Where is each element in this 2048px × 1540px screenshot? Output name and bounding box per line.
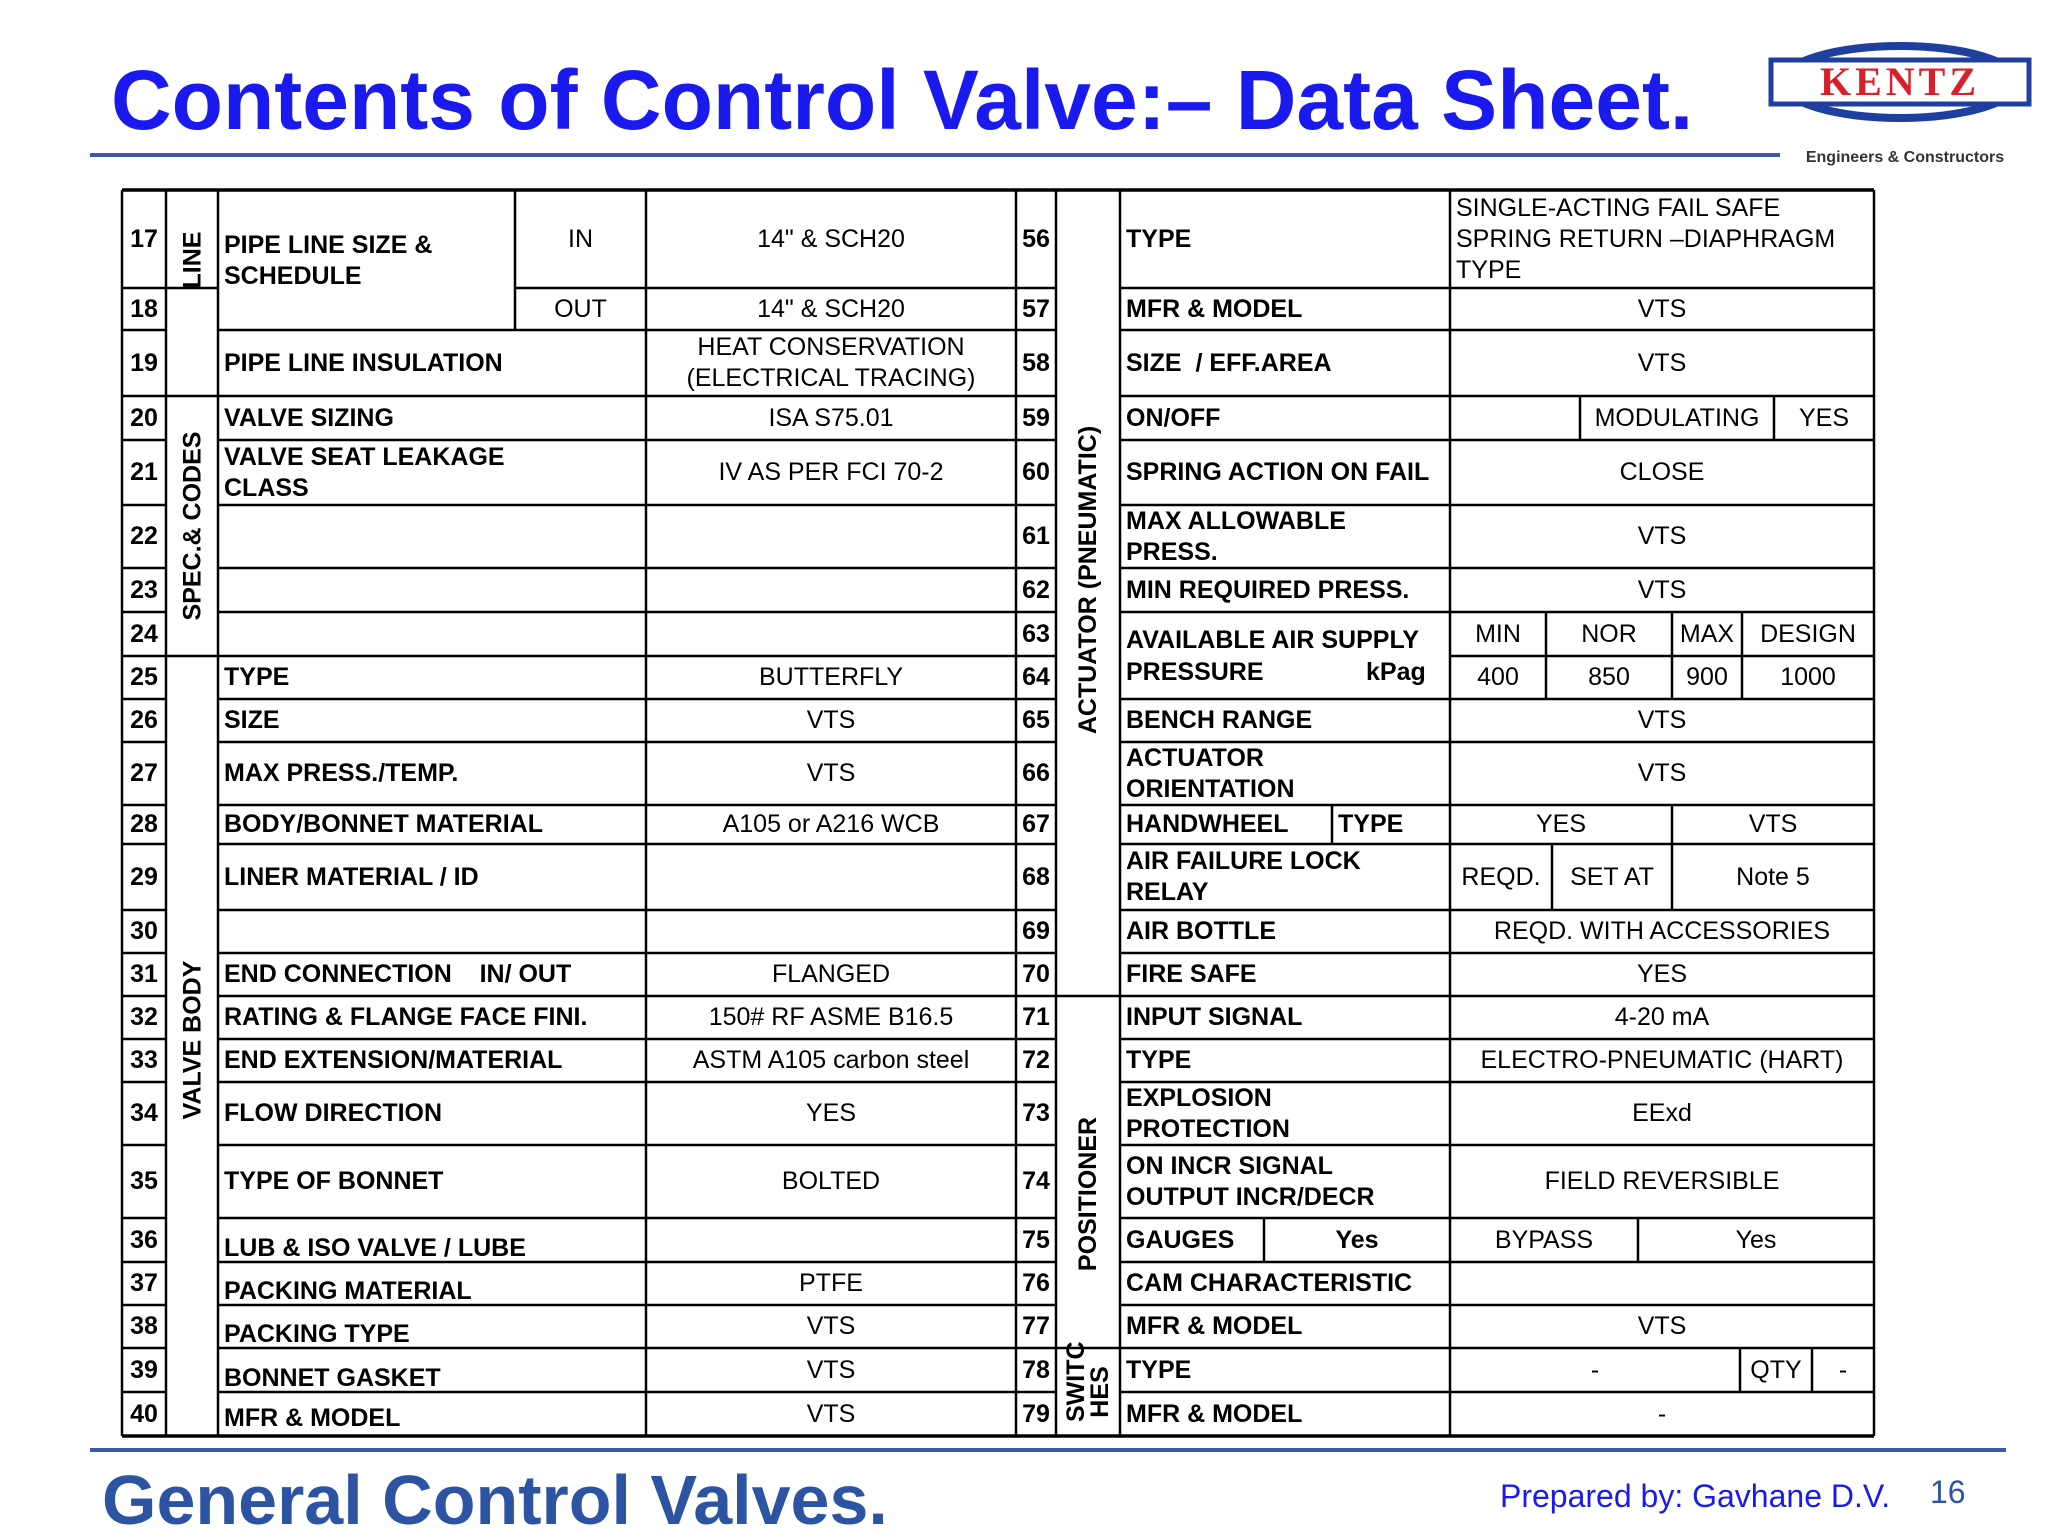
row-label: SIZE xyxy=(224,706,280,734)
row-label: HANDWHEEL xyxy=(1126,810,1289,838)
row-number: 28 xyxy=(130,810,158,838)
row-number: 17 xyxy=(130,224,158,253)
row-number: 27 xyxy=(130,759,158,787)
row-value: VTS xyxy=(1637,759,1687,787)
row-label: RATING & FLANGE FACE FINI. xyxy=(224,1003,588,1031)
row-value: 150# RF ASME B16.5 xyxy=(708,1003,954,1031)
row-label: GAUGES xyxy=(1126,1225,1235,1254)
row-number: 59 xyxy=(1022,403,1050,432)
row-number: 40 xyxy=(130,1399,158,1428)
row-label: INPUT SIGNAL xyxy=(1126,1003,1303,1031)
air-supply-design: 1000 xyxy=(1780,663,1836,691)
row-number: 74 xyxy=(1022,1167,1050,1195)
relay-reqd: REQD. xyxy=(1461,862,1541,891)
handwheel-value: YES xyxy=(1535,810,1587,838)
row-label: PIPE LINE SIZE & SCHEDULE xyxy=(224,231,433,290)
row-label: PIPE LINE INSULATION xyxy=(224,348,503,377)
row-number: 71 xyxy=(1022,1003,1050,1031)
row-value: A105 or A216 WCB xyxy=(722,810,940,838)
row-value: IV AS PER FCI 70-2 xyxy=(718,458,944,486)
row-number: 23 xyxy=(130,575,158,604)
section-valve-body-label: VALVE BODY xyxy=(178,960,207,1120)
row-number: 60 xyxy=(1022,458,1050,486)
row-value: - xyxy=(1657,1399,1667,1428)
row-number: 30 xyxy=(130,917,158,945)
row-label: TYPE xyxy=(224,663,290,691)
air-supply-header-design: DESIGN xyxy=(1760,619,1856,648)
row-label: MFR & MODEL xyxy=(1126,294,1303,323)
row-number: 31 xyxy=(130,960,158,988)
handwheel-type-label: TYPE xyxy=(1338,810,1404,838)
row-value: 14" & SCH20 xyxy=(757,224,905,253)
row-number: 77 xyxy=(1022,1312,1050,1340)
row-value: 14" & SCH20 xyxy=(757,294,905,323)
row-number: 39 xyxy=(130,1355,158,1384)
row-number: 72 xyxy=(1022,1046,1050,1074)
row-label: MFR & MODEL xyxy=(224,1403,401,1432)
row-number: 67 xyxy=(1022,810,1050,838)
air-supply-unit: kPag xyxy=(1366,657,1426,686)
row-number: 20 xyxy=(130,403,158,432)
row-value: ISA S75.01 xyxy=(768,403,894,432)
section-positioner-label: POSITIONER xyxy=(1074,1116,1102,1271)
modulating-value: YES xyxy=(1798,403,1850,432)
row-label: TYPE xyxy=(1126,224,1192,253)
modulating-label: MODULATING xyxy=(1594,403,1760,432)
row-label: MIN REQUIRED PRESS. xyxy=(1126,575,1410,604)
air-supply-min: 400 xyxy=(1477,663,1519,691)
row-label: BENCH RANGE xyxy=(1126,706,1313,734)
row-number: 38 xyxy=(130,1312,158,1340)
row-value: PTFE xyxy=(799,1269,863,1297)
row-label: END CONNECTION IN/ OUT xyxy=(224,960,572,988)
row-number: 21 xyxy=(130,458,158,486)
logo-brand: KENTZ xyxy=(1819,59,1981,104)
row-label: TYPE OF BONNET xyxy=(224,1167,444,1195)
row-number: 22 xyxy=(130,522,158,550)
footer-title: General Control Valves. xyxy=(102,1461,888,1539)
row-label: SPRING ACTION ON FAIL xyxy=(1126,458,1430,486)
row-label: ON INCR SIGNAL OUTPUT INCR/DECR xyxy=(1126,1151,1375,1211)
relay-set-at: SET AT xyxy=(1570,862,1654,891)
row-label: FIRE SAFE xyxy=(1126,960,1257,988)
section-line-label: LINE xyxy=(178,231,207,289)
row-label: PACKING MATERIAL xyxy=(224,1277,472,1305)
row-number: 63 xyxy=(1022,619,1050,648)
row-value: VTS xyxy=(806,706,856,734)
row-number: 68 xyxy=(1022,862,1050,891)
row-number: 79 xyxy=(1022,1399,1050,1428)
handwheel-type-value: VTS xyxy=(1748,810,1798,838)
row-label: BONNET GASKET xyxy=(224,1363,441,1392)
row-value: VTS xyxy=(1637,522,1687,550)
row-number: 73 xyxy=(1022,1099,1050,1127)
row-number: 78 xyxy=(1022,1355,1050,1384)
row-value: EExd xyxy=(1632,1099,1692,1127)
row-value: - xyxy=(1590,1355,1600,1384)
row-value: BOLTED xyxy=(781,1167,881,1195)
row-value: YES xyxy=(1636,960,1688,988)
row-number: 58 xyxy=(1022,348,1050,377)
row-number: 18 xyxy=(130,294,158,323)
row-value: VTS xyxy=(1637,1312,1687,1340)
row-label: TYPE xyxy=(1126,1355,1192,1384)
gauges-value: Yes xyxy=(1335,1225,1379,1254)
row-value: CLOSE xyxy=(1619,458,1705,486)
row-number: 57 xyxy=(1022,294,1050,323)
row-label: ON/OFF xyxy=(1126,403,1221,432)
row-value: VTS xyxy=(806,1312,856,1340)
row-label: AIR FAILURE LOCK RELAY xyxy=(1126,847,1361,906)
row-number: 64 xyxy=(1022,663,1050,691)
row-number: 29 xyxy=(130,862,158,891)
logo-tagline: Engineers & Constructors xyxy=(1805,149,2005,166)
row-number: 69 xyxy=(1022,917,1050,945)
row-number: 61 xyxy=(1022,522,1050,550)
row-number: 35 xyxy=(130,1167,158,1195)
row-value: VTS xyxy=(806,759,856,787)
row-number: 56 xyxy=(1022,224,1050,253)
row-label: MAX PRESS./TEMP. xyxy=(224,759,459,787)
section-spec-codes-label: SPEC.& CODES xyxy=(178,431,206,621)
row-value: VTS xyxy=(1637,294,1687,323)
row-value: VTS xyxy=(1637,575,1687,604)
row-label: SIZE / EFF.AREA xyxy=(1126,348,1332,377)
bypass-value: Yes xyxy=(1735,1225,1777,1254)
row-sub: OUT xyxy=(554,294,607,323)
row-number: 75 xyxy=(1022,1225,1050,1254)
row-value: VTS xyxy=(806,1355,856,1384)
row-label: BODY/BONNET MATERIAL xyxy=(224,810,543,838)
air-supply-label: AVAILABLE AIR SUPPLY xyxy=(1126,625,1420,654)
air-supply-header-nor: NOR xyxy=(1581,619,1637,648)
row-value: VTS xyxy=(1637,706,1687,734)
section-switches-label: SWITC HES xyxy=(1062,1341,1114,1422)
row-label: EXPLOSION PROTECTION xyxy=(1126,1083,1290,1143)
air-supply-pressure-label: PRESSURE xyxy=(1126,657,1264,686)
section-actuator-label: ACTUATOR (PNEUMATIC) xyxy=(1074,425,1102,735)
row-label: VALVE SEAT LEAKAGE CLASS xyxy=(224,442,505,502)
row-label: PACKING TYPE xyxy=(224,1320,410,1348)
row-number: 19 xyxy=(130,348,158,377)
row-label: TYPE xyxy=(1126,1046,1192,1074)
row-number: 70 xyxy=(1022,960,1050,988)
row-label: MAX ALLOWABLE PRESS. xyxy=(1126,506,1346,566)
row-value: BUTTERFLY xyxy=(759,663,903,691)
row-label: END EXTENSION/MATERIAL xyxy=(224,1046,563,1074)
row-number: 36 xyxy=(130,1225,158,1254)
row-label: ACTUATOR ORIENTATION xyxy=(1126,743,1295,803)
relay-note: Note 5 xyxy=(1736,862,1810,891)
prepared-by: Prepared by: Gavhane D.V. xyxy=(1500,1478,1891,1514)
row-label: FLOW DIRECTION xyxy=(224,1099,443,1127)
row-number: 76 xyxy=(1022,1269,1050,1297)
row-label: AIR BOTTLE xyxy=(1126,917,1276,945)
air-supply-header-max: MAX xyxy=(1679,619,1735,648)
row-number: 26 xyxy=(130,706,158,734)
row-number: 66 xyxy=(1022,759,1050,787)
row-label: MFR & MODEL xyxy=(1126,1312,1303,1340)
row-sub: IN xyxy=(568,224,593,253)
row-number: 24 xyxy=(130,619,158,648)
row-label: VALVE SIZING xyxy=(224,403,394,432)
air-supply-nor: 850 xyxy=(1588,663,1630,691)
row-value: ASTM A105 carbon steel xyxy=(692,1046,970,1074)
bypass-label: BYPASS xyxy=(1494,1225,1594,1254)
row-value: 4-20 mA xyxy=(1614,1003,1710,1031)
row-value: FIELD REVERSIBLE xyxy=(1544,1167,1780,1195)
row-value: REQD. WITH ACCESSORIES xyxy=(1493,917,1831,945)
row-value: VTS xyxy=(806,1399,856,1428)
row-label: CAM CHARACTERISTIC xyxy=(1126,1269,1413,1297)
air-supply-max: 900 xyxy=(1686,663,1728,691)
qty-label: QTY xyxy=(1750,1355,1802,1384)
row-number: 25 xyxy=(130,663,158,691)
row-number: 34 xyxy=(130,1099,158,1127)
row-value: VTS xyxy=(1637,348,1687,377)
air-supply-header-min: MIN xyxy=(1475,619,1521,648)
row-value: HEAT CONSERVATION (ELECTRICAL TRACING) xyxy=(686,333,976,392)
row-label: LUB & ISO VALVE / LUBE xyxy=(224,1233,526,1262)
qty-value: - xyxy=(1838,1355,1848,1384)
row-number: 33 xyxy=(130,1046,158,1074)
row-number: 62 xyxy=(1022,575,1050,604)
page-title: Contents of Control Valve:– Data Sheet. xyxy=(111,53,1694,147)
row-number: 32 xyxy=(130,1003,158,1031)
row-value: ELECTRO-PNEUMATIC (HART) xyxy=(1480,1046,1844,1074)
row-value: YES xyxy=(805,1099,857,1127)
row-number: 37 xyxy=(130,1269,158,1297)
footer-divider xyxy=(90,1448,2006,1452)
row-value: SINGLE-ACTING FAIL SAFE SPRING RETURN –DIAPHRAGM TYPE xyxy=(1456,193,1836,284)
row-number: 65 xyxy=(1022,706,1050,734)
row-value: FLANGED xyxy=(771,960,891,988)
row-label: MFR & MODEL xyxy=(1126,1399,1303,1428)
row-label: LINER MATERIAL / ID xyxy=(224,862,479,891)
page-number: 16 xyxy=(1930,1474,1966,1510)
